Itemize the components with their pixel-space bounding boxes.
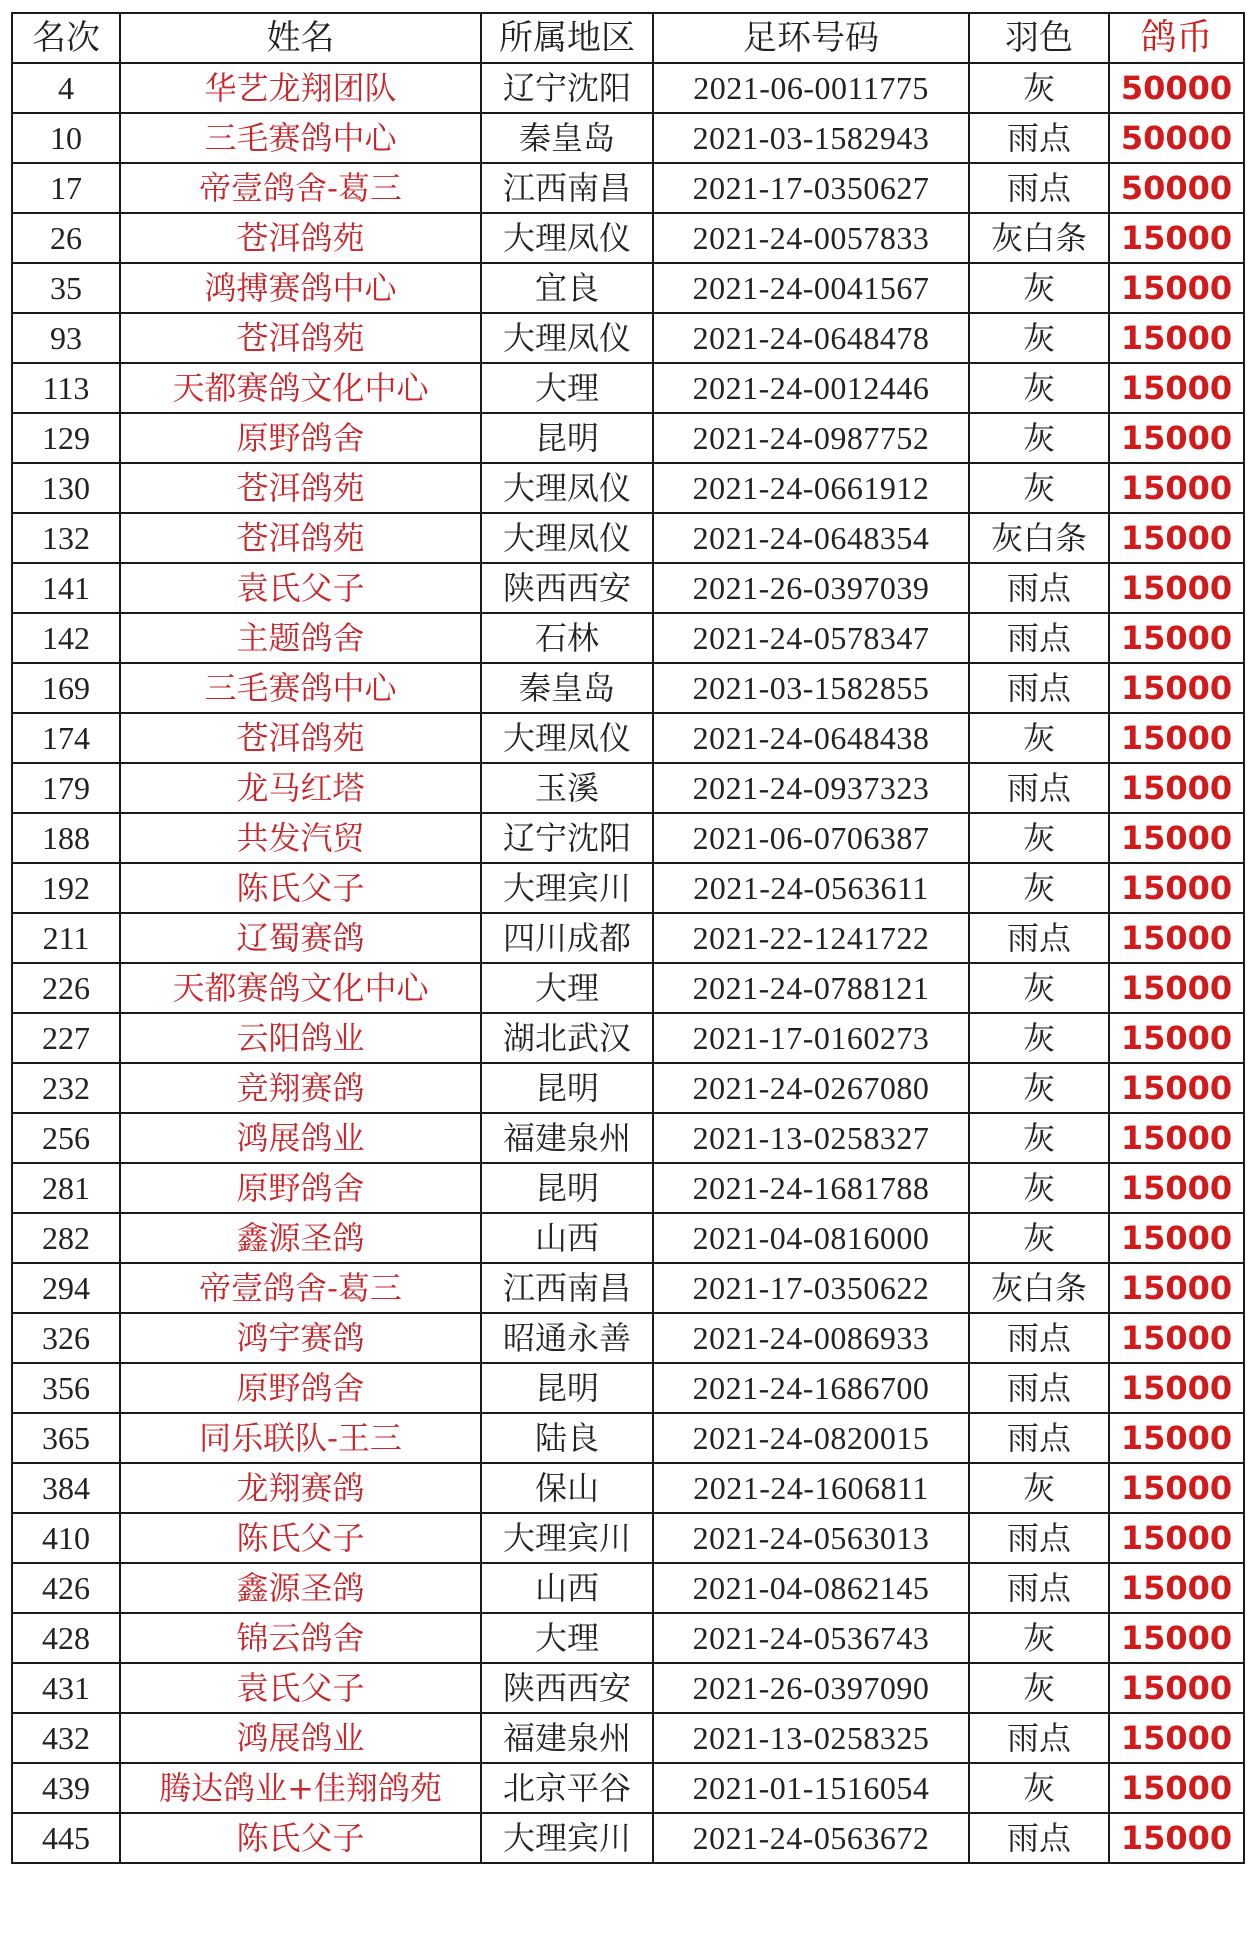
table-row	[12, 213, 1244, 263]
region-cell: 大理凤仪	[481, 313, 653, 363]
coin-cell: 15000	[1109, 1063, 1244, 1113]
rank-cell: 294	[12, 1263, 120, 1313]
name-cell: 共发汽贸	[120, 813, 481, 863]
rank-cell: 113	[12, 363, 120, 413]
region-cell: 昆明	[481, 1163, 653, 1213]
region-cell: 大理	[481, 1613, 653, 1663]
rank-cell: 356	[12, 1363, 120, 1413]
rank-cell: 428	[12, 1613, 120, 1663]
feather-color-cell: 灰	[969, 963, 1109, 1013]
region-cell: 大理宾川	[481, 863, 653, 913]
rank-cell: 141	[12, 563, 120, 613]
rank-cell: 93	[12, 313, 120, 363]
ring-number-cell: 2021-17-0350627	[653, 163, 969, 213]
coin-cell: 15000	[1109, 363, 1244, 413]
rank-cell: 211	[12, 913, 120, 963]
feather-color-cell: 灰	[969, 1013, 1109, 1063]
coin-cell: 15000	[1109, 913, 1244, 963]
rank-cell: 179	[12, 763, 120, 813]
table-row	[12, 1363, 1244, 1413]
name-cell: 三毛赛鸽中心	[120, 113, 481, 163]
coin-cell: 15000	[1109, 963, 1244, 1013]
rank-cell: 232	[12, 1063, 120, 1113]
ring-number-cell: 2021-24-0648438	[653, 713, 969, 763]
name-cell: 同乐联队-王三	[120, 1413, 481, 1463]
table-row	[12, 163, 1244, 213]
table-row	[12, 313, 1244, 363]
coin-cell: 15000	[1109, 413, 1244, 463]
ring-number-cell: 2021-24-0937323	[653, 763, 969, 813]
name-cell: 鑫源圣鸽	[120, 1213, 481, 1263]
table-row	[12, 1413, 1244, 1463]
table-row	[12, 1813, 1244, 1863]
name-cell: 辽蜀赛鸽	[120, 913, 481, 963]
rank-cell: 227	[12, 1013, 120, 1063]
rank-cell: 4	[12, 63, 120, 113]
header-region: 所属地区	[481, 13, 653, 63]
region-cell: 宜良	[481, 263, 653, 313]
coin-cell: 15000	[1109, 313, 1244, 363]
rank-cell: 129	[12, 413, 120, 463]
feather-color-cell: 灰	[969, 1463, 1109, 1513]
table-row	[12, 913, 1244, 963]
ring-number-cell: 2021-24-0578347	[653, 613, 969, 663]
region-cell: 山西	[481, 1563, 653, 1613]
region-cell: 福建泉州	[481, 1113, 653, 1163]
feather-color-cell: 灰	[969, 813, 1109, 863]
rank-cell: 439	[12, 1763, 120, 1813]
coin-cell: 15000	[1109, 1563, 1244, 1613]
ring-number-cell: 2021-17-0160273	[653, 1013, 969, 1063]
table-row	[12, 1563, 1244, 1613]
coin-cell: 15000	[1109, 663, 1244, 713]
table-row	[12, 713, 1244, 763]
ring-number-cell: 2021-24-0563013	[653, 1513, 969, 1563]
table-row	[12, 763, 1244, 813]
region-cell: 秦皇岛	[481, 113, 653, 163]
feather-color-cell: 灰白条	[969, 213, 1109, 263]
ring-number-cell: 2021-24-0820015	[653, 1413, 969, 1463]
rank-cell: 188	[12, 813, 120, 863]
coin-cell: 15000	[1109, 1363, 1244, 1413]
feather-color-cell: 雨点	[969, 613, 1109, 663]
region-cell: 大理凤仪	[481, 713, 653, 763]
region-cell: 昆明	[481, 1063, 653, 1113]
table-row	[12, 1213, 1244, 1263]
region-cell: 北京平谷	[481, 1763, 653, 1813]
rank-cell: 256	[12, 1113, 120, 1163]
name-cell: 鸿搏赛鸽中心	[120, 263, 481, 313]
coin-cell: 15000	[1109, 813, 1244, 863]
name-cell: 三毛赛鸽中心	[120, 663, 481, 713]
coin-cell: 15000	[1109, 563, 1244, 613]
feather-color-cell: 雨点	[969, 1413, 1109, 1463]
table-row	[12, 1013, 1244, 1063]
name-cell: 原野鸽舍	[120, 413, 481, 463]
table-row	[12, 1113, 1244, 1163]
rank-cell: 426	[12, 1563, 120, 1613]
region-cell: 陕西西安	[481, 563, 653, 613]
ring-number-cell: 2021-24-0648478	[653, 313, 969, 363]
header-feather-color: 羽色	[969, 13, 1109, 63]
rank-cell: 174	[12, 713, 120, 763]
name-cell: 鸿展鸽业	[120, 1713, 481, 1763]
rank-cell: 432	[12, 1713, 120, 1763]
region-cell: 秦皇岛	[481, 663, 653, 713]
table-row	[12, 613, 1244, 663]
coin-cell: 15000	[1109, 1263, 1244, 1313]
rank-cell: 281	[12, 1163, 120, 1213]
rank-cell: 384	[12, 1463, 120, 1513]
ring-number-cell: 2021-24-0563672	[653, 1813, 969, 1863]
rank-cell: 10	[12, 113, 120, 163]
name-cell: 袁氏父子	[120, 563, 481, 613]
table-body	[12, 63, 1244, 1863]
coin-cell: 15000	[1109, 713, 1244, 763]
rank-cell: 132	[12, 513, 120, 563]
name-cell: 陈氏父子	[120, 863, 481, 913]
ring-number-cell: 2021-24-0661912	[653, 463, 969, 513]
coin-cell: 15000	[1109, 213, 1244, 263]
ring-number-cell: 2021-04-0862145	[653, 1563, 969, 1613]
coin-cell: 15000	[1109, 763, 1244, 813]
header-coin: 鸽币	[1109, 13, 1244, 63]
table-row	[12, 1513, 1244, 1563]
region-cell: 陕西西安	[481, 1663, 653, 1713]
ring-number-cell: 2021-24-0012446	[653, 363, 969, 413]
feather-color-cell: 灰	[969, 1663, 1109, 1713]
feather-color-cell: 雨点	[969, 1563, 1109, 1613]
name-cell: 陈氏父子	[120, 1813, 481, 1863]
ring-number-cell: 2021-24-0086933	[653, 1313, 969, 1363]
feather-color-cell: 雨点	[969, 1813, 1109, 1863]
feather-color-cell: 灰白条	[969, 513, 1109, 563]
name-cell: 袁氏父子	[120, 1663, 481, 1713]
name-cell: 原野鸽舍	[120, 1363, 481, 1413]
table-row	[12, 1313, 1244, 1363]
feather-color-cell: 雨点	[969, 163, 1109, 213]
name-cell: 苍洱鸽苑	[120, 713, 481, 763]
table-row	[12, 963, 1244, 1013]
region-cell: 大理	[481, 963, 653, 1013]
region-cell: 山西	[481, 1213, 653, 1263]
name-cell: 天都赛鸽文化中心	[120, 963, 481, 1013]
ring-number-cell: 2021-06-0011775	[653, 63, 969, 113]
table-row	[12, 63, 1244, 113]
rank-cell: 226	[12, 963, 120, 1013]
region-cell: 大理凤仪	[481, 513, 653, 563]
coin-cell: 15000	[1109, 613, 1244, 663]
name-cell: 鸿展鸽业	[120, 1113, 481, 1163]
name-cell: 原野鸽舍	[120, 1163, 481, 1213]
name-cell: 苍洱鸽苑	[120, 513, 481, 563]
feather-color-cell: 灰	[969, 1113, 1109, 1163]
table-row	[12, 1663, 1244, 1713]
header-rank: 名次	[12, 13, 120, 63]
coin-cell: 15000	[1109, 1663, 1244, 1713]
name-cell: 苍洱鸽苑	[120, 213, 481, 263]
name-cell: 苍洱鸽苑	[120, 463, 481, 513]
rank-cell: 192	[12, 863, 120, 913]
ring-number-cell: 2021-06-0706387	[653, 813, 969, 863]
region-cell: 江西南昌	[481, 163, 653, 213]
region-cell: 陆良	[481, 1413, 653, 1463]
coin-cell: 15000	[1109, 1513, 1244, 1563]
table-row	[12, 463, 1244, 513]
feather-color-cell: 灰白条	[969, 1263, 1109, 1313]
feather-color-cell: 雨点	[969, 913, 1109, 963]
rank-cell: 142	[12, 613, 120, 663]
coin-cell: 15000	[1109, 1813, 1244, 1863]
feather-color-cell: 雨点	[969, 1513, 1109, 1563]
table-row	[12, 863, 1244, 913]
name-cell: 竞翔赛鸽	[120, 1063, 481, 1113]
ring-number-cell: 2021-03-1582855	[653, 663, 969, 713]
coin-cell: 15000	[1109, 1163, 1244, 1213]
coin-cell: 15000	[1109, 1313, 1244, 1363]
ring-number-cell: 2021-24-0648354	[653, 513, 969, 563]
ring-number-cell: 2021-24-1681788	[653, 1163, 969, 1213]
coin-cell: 15000	[1109, 463, 1244, 513]
rank-cell: 431	[12, 1663, 120, 1713]
name-cell: 龙翔赛鸽	[120, 1463, 481, 1513]
table-row	[12, 1463, 1244, 1513]
coin-cell: 50000	[1109, 113, 1244, 163]
feather-color-cell: 灰	[969, 713, 1109, 763]
rank-cell: 26	[12, 213, 120, 263]
feather-color-cell: 灰	[969, 363, 1109, 413]
results-table	[11, 12, 1245, 1864]
feather-color-cell: 灰	[969, 1163, 1109, 1213]
table-row	[12, 1163, 1244, 1213]
region-cell: 昭通永善	[481, 1313, 653, 1363]
name-cell: 鑫源圣鸽	[120, 1563, 481, 1613]
table-row	[12, 1713, 1244, 1763]
ring-number-cell: 2021-13-0258325	[653, 1713, 969, 1763]
rank-cell: 445	[12, 1813, 120, 1863]
region-cell: 大理	[481, 363, 653, 413]
name-cell: 陈氏父子	[120, 1513, 481, 1563]
name-cell: 锦云鸽舍	[120, 1613, 481, 1663]
ring-number-cell: 2021-24-0563611	[653, 863, 969, 913]
ring-number-cell: 2021-24-0267080	[653, 1063, 969, 1113]
ring-number-cell: 2021-24-0057833	[653, 213, 969, 263]
feather-color-cell: 灰	[969, 1213, 1109, 1263]
region-cell: 湖北武汉	[481, 1013, 653, 1063]
rank-cell: 17	[12, 163, 120, 213]
rank-cell: 326	[12, 1313, 120, 1363]
table-row	[12, 513, 1244, 563]
feather-color-cell: 灰	[969, 63, 1109, 113]
coin-cell: 15000	[1109, 513, 1244, 563]
coin-cell: 50000	[1109, 163, 1244, 213]
name-cell: 帝壹鸽舍-葛三	[120, 1263, 481, 1313]
feather-color-cell: 灰	[969, 1063, 1109, 1113]
name-cell: 主题鸽舍	[120, 613, 481, 663]
ring-number-cell: 2021-04-0816000	[653, 1213, 969, 1263]
region-cell: 辽宁沈阳	[481, 813, 653, 863]
table-row	[12, 363, 1244, 413]
region-cell: 石林	[481, 613, 653, 663]
rank-cell: 410	[12, 1513, 120, 1563]
header-row	[12, 13, 1244, 63]
ring-number-cell: 2021-22-1241722	[653, 913, 969, 963]
feather-color-cell: 雨点	[969, 663, 1109, 713]
ring-number-cell: 2021-17-0350622	[653, 1263, 969, 1313]
feather-color-cell: 灰	[969, 1763, 1109, 1813]
coin-cell: 15000	[1109, 1763, 1244, 1813]
table-row	[12, 413, 1244, 463]
table-row	[12, 1063, 1244, 1113]
region-cell: 江西南昌	[481, 1263, 653, 1313]
ring-number-cell: 2021-24-0041567	[653, 263, 969, 313]
region-cell: 福建泉州	[481, 1713, 653, 1763]
ring-number-cell: 2021-24-0788121	[653, 963, 969, 1013]
table-row	[12, 563, 1244, 613]
feather-color-cell: 灰	[969, 413, 1109, 463]
coin-cell: 15000	[1109, 1113, 1244, 1163]
rank-cell: 169	[12, 663, 120, 713]
header-name: 姓名	[120, 13, 481, 63]
coin-cell: 15000	[1109, 1013, 1244, 1063]
coin-cell: 15000	[1109, 1713, 1244, 1763]
coin-cell: 15000	[1109, 1463, 1244, 1513]
coin-cell: 50000	[1109, 63, 1244, 113]
name-cell: 腾达鸽业+佳翔鸽苑	[120, 1763, 481, 1813]
table-row	[12, 663, 1244, 713]
name-cell: 华艺龙翔团队	[120, 63, 481, 113]
name-cell: 龙马红塔	[120, 763, 481, 813]
name-cell: 云阳鸽业	[120, 1013, 481, 1063]
coin-cell: 15000	[1109, 1213, 1244, 1263]
ring-number-cell: 2021-01-1516054	[653, 1763, 969, 1813]
feather-color-cell: 雨点	[969, 1713, 1109, 1763]
feather-color-cell: 灰	[969, 863, 1109, 913]
coin-cell: 15000	[1109, 863, 1244, 913]
feather-color-cell: 灰	[969, 1613, 1109, 1663]
coin-cell: 15000	[1109, 1613, 1244, 1663]
header-ring-number: 足环号码	[653, 13, 969, 63]
name-cell: 苍洱鸽苑	[120, 313, 481, 363]
region-cell: 保山	[481, 1463, 653, 1513]
region-cell: 四川成都	[481, 913, 653, 963]
ring-number-cell: 2021-24-0987752	[653, 413, 969, 463]
table-row	[12, 1763, 1244, 1813]
feather-color-cell: 灰	[969, 313, 1109, 363]
name-cell: 鸿宇赛鸽	[120, 1313, 481, 1363]
table-row	[12, 113, 1244, 163]
coin-cell: 15000	[1109, 263, 1244, 313]
ring-number-cell: 2021-26-0397090	[653, 1663, 969, 1713]
region-cell: 玉溪	[481, 763, 653, 813]
ring-number-cell: 2021-24-1686700	[653, 1363, 969, 1413]
rank-cell: 130	[12, 463, 120, 513]
region-cell: 辽宁沈阳	[481, 63, 653, 113]
region-cell: 昆明	[481, 1363, 653, 1413]
feather-color-cell: 雨点	[969, 1363, 1109, 1413]
table-row	[12, 1263, 1244, 1313]
feather-color-cell: 灰	[969, 463, 1109, 513]
region-cell: 大理宾川	[481, 1813, 653, 1863]
rank-cell: 365	[12, 1413, 120, 1463]
table-row	[12, 263, 1244, 313]
coin-cell: 15000	[1109, 1413, 1244, 1463]
name-cell: 帝壹鸽舍-葛三	[120, 163, 481, 213]
ring-number-cell: 2021-24-0536743	[653, 1613, 969, 1663]
rank-cell: 35	[12, 263, 120, 313]
table-row	[12, 1613, 1244, 1663]
ring-number-cell: 2021-24-1606811	[653, 1463, 969, 1513]
region-cell: 大理宾川	[481, 1513, 653, 1563]
region-cell: 昆明	[481, 413, 653, 463]
ring-number-cell: 2021-03-1582943	[653, 113, 969, 163]
feather-color-cell: 雨点	[969, 563, 1109, 613]
rank-cell: 282	[12, 1213, 120, 1263]
region-cell: 大理凤仪	[481, 463, 653, 513]
ring-number-cell: 2021-13-0258327	[653, 1113, 969, 1163]
name-cell: 天都赛鸽文化中心	[120, 363, 481, 413]
feather-color-cell: 灰	[969, 263, 1109, 313]
ring-number-cell: 2021-26-0397039	[653, 563, 969, 613]
feather-color-cell: 雨点	[969, 113, 1109, 163]
feather-color-cell: 雨点	[969, 763, 1109, 813]
region-cell: 大理凤仪	[481, 213, 653, 263]
table-row	[12, 813, 1244, 863]
feather-color-cell: 雨点	[969, 1313, 1109, 1363]
